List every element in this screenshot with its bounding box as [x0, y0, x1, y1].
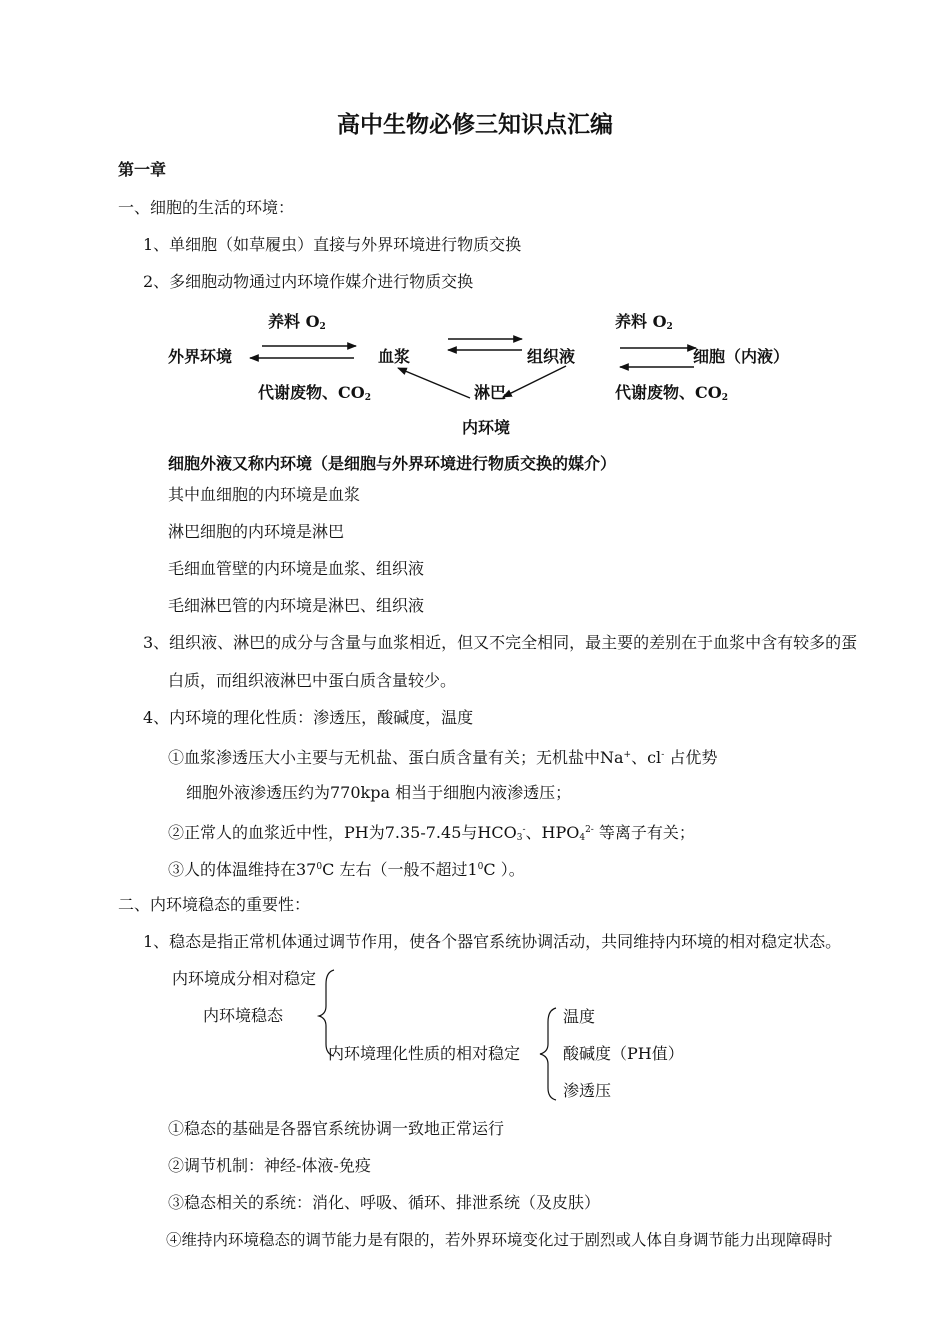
item-3: ③稳态相关的系统：消化、呼吸、循环、排泄系统（及皮肤） [168, 1193, 601, 1212]
tree-component-stable: 内环境成分相对稳定 [172, 969, 317, 988]
brace-right [540, 1008, 556, 1100]
paragraph-3b: 白质，而组织液淋巴中蛋白质含量较少。 [168, 671, 457, 690]
line-3: 毛细血管壁的内环境是血浆、组织液 [168, 559, 425, 578]
tissue-fluid-label: 组织液 [527, 347, 576, 366]
lymph-label: 淋巴 [474, 383, 507, 402]
tree-osmotic: 渗透压 [563, 1081, 612, 1100]
brace-left [319, 970, 334, 1056]
section-heading-2: 二、内环境稳态的重要性： [118, 895, 311, 914]
nutrient-label-left: 养料 $O_2$ [268, 312, 326, 332]
internal-environment-label: 内环境 [462, 418, 511, 437]
bold-note: 细胞外液又称内环境（是细胞与外界环境进行物质交换的媒介） [168, 454, 617, 473]
line-4: 毛细淋巴管的内环境是淋巴、组织液 [168, 596, 425, 615]
tree-physchem-stable: 内环境理化性质的相对稳定 [328, 1044, 521, 1063]
item-2: ②调节机制：神经-体液-免疫 [168, 1156, 371, 1175]
circled-item-1b: 细胞外液渗透压约为770kpa 相当于细胞内液渗透压； [186, 783, 572, 802]
paragraph-4: 4、内环境的理化性质：渗透压，酸碱度，温度 [143, 708, 474, 727]
circled-item-3: ③人的体温维持在$37^0C$ 左右（一般不超过$1^0C$ ）。 [168, 860, 525, 879]
paragraph-5: 1、稳态是指正常机体通过调节作用，使各个器官系统协调活动，共同维持内环境的相对稳定状态。 [143, 932, 842, 951]
circled-item-2: ②正常人的血浆近中性，PH为7.35-7.45与$HCO_3^-$、$HPO_4^{2-}$ 等离子有关； [168, 823, 695, 843]
section-heading-1: 一、细胞的生活的环境： [118, 198, 295, 217]
item-4: ④维持内环境稳态的调节能力是有限的，若外界环境变化过于剧烈或人体自身调节能力出现障碍时 [166, 1231, 833, 1249]
tree-root: 内环境稳态 [203, 1006, 284, 1025]
circled-item-1: ①血浆渗透压大小主要与无机盐、蛋白质含量有关；无机盐中Na+、cl- 占优势 [168, 748, 718, 767]
paragraph-3a: 3、组织液、淋巴的成分与含量与血浆相近，但又不完全相同，最主要的差别在于血浆中含有较多的蛋 [143, 633, 858, 652]
line-1: 其中血细胞的内环境是血浆 [168, 485, 361, 504]
waste-label-left: 代谢废物、$CO_2$ [258, 383, 371, 403]
waste-label-right: 代谢废物、$CO_2$ [615, 383, 728, 403]
paragraph-1: 1、单细胞（如草履虫）直接与外界环境进行物质交换 [143, 235, 522, 254]
plasma-label: 血浆 [378, 347, 411, 366]
page-title: 高中生物必修三知识点汇编 [337, 111, 613, 138]
item-1: ①稳态的基础是各器官系统协调一致地正常运行 [168, 1119, 505, 1138]
line-2: 淋巴细胞的内环境是淋巴 [168, 522, 345, 541]
cell-label: 细胞（内液） [693, 347, 790, 366]
paragraph-2: 2、多细胞动物通过内环境作媒介进行物质交换 [143, 272, 474, 291]
outside-environment-label: 外界环境 [168, 347, 233, 366]
tree-ph: 酸碱度（PH值） [563, 1044, 684, 1063]
tree-temperature: 温度 [563, 1007, 596, 1026]
nutrient-label-right: 养料 $O_2$ [615, 312, 673, 332]
chapter-heading: 第一章 [118, 160, 167, 179]
